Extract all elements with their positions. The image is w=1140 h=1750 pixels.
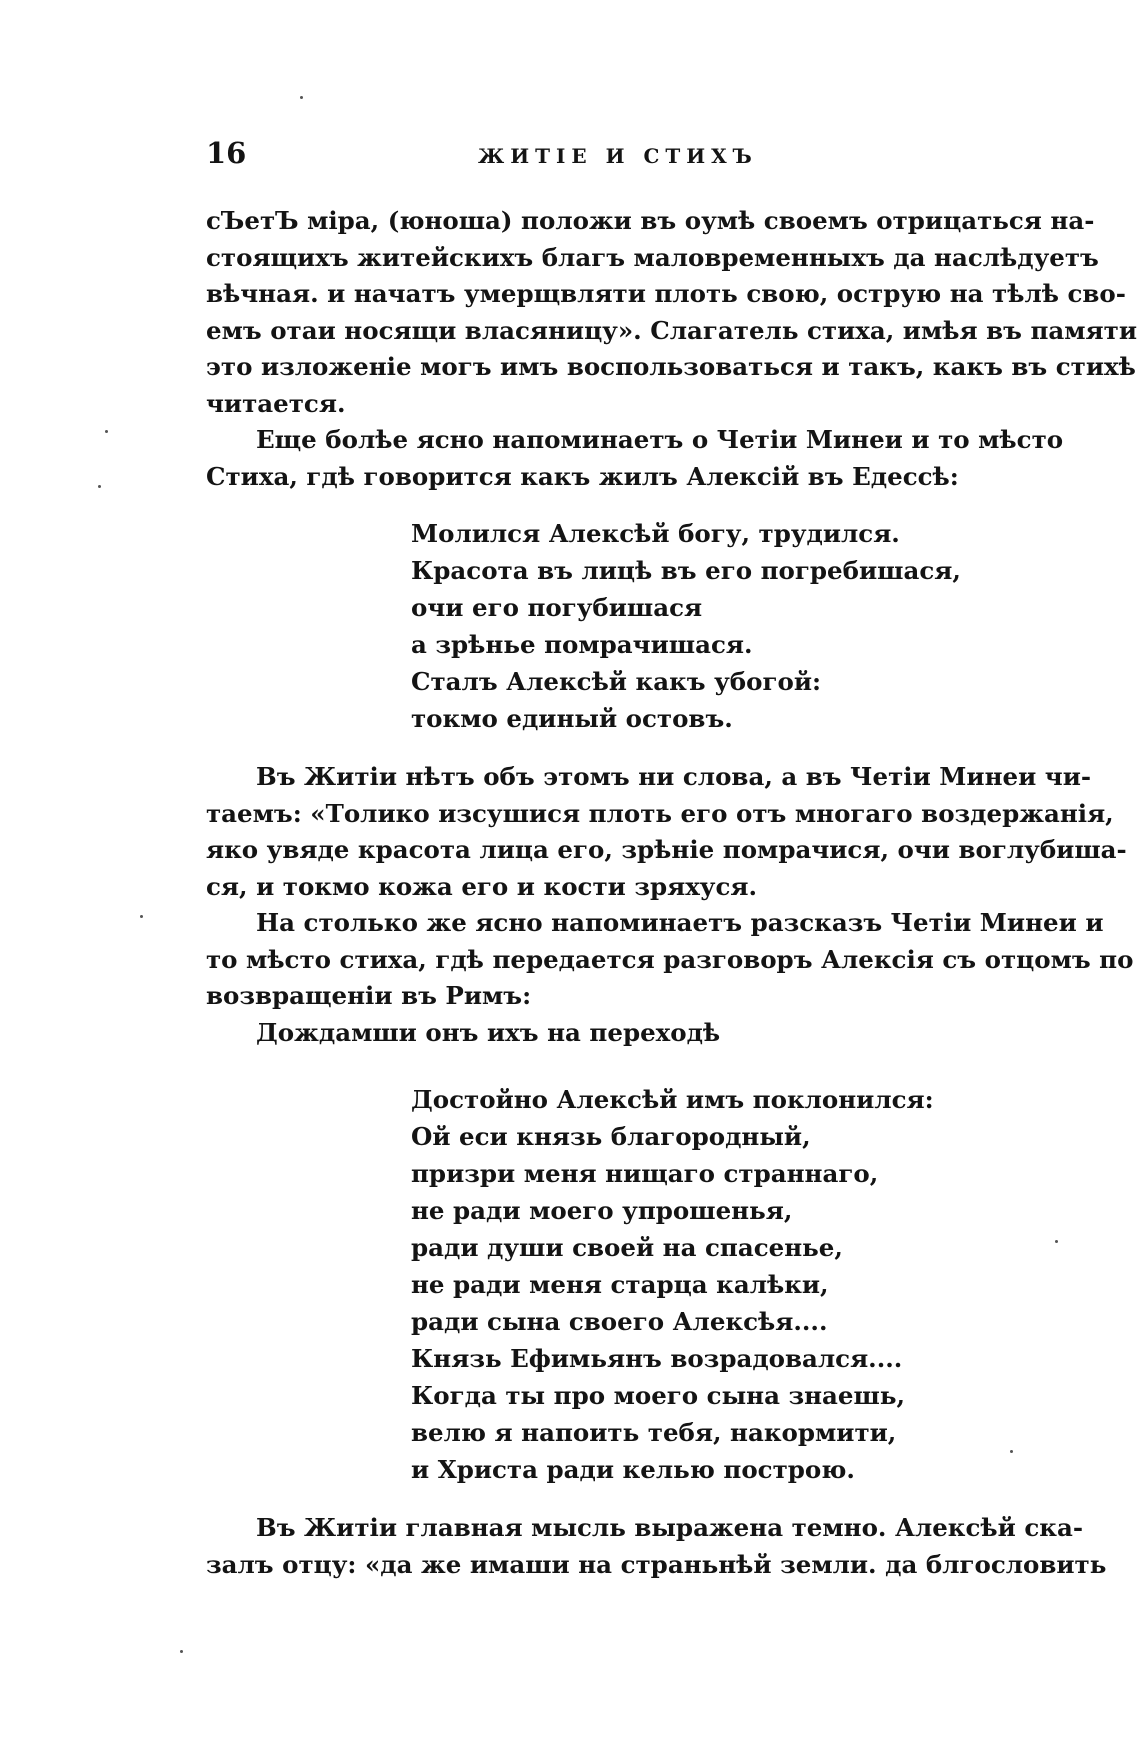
verse-line: токмо единый остовъ. bbox=[411, 704, 733, 733]
verse-line: Красота въ лицѣ въ его погребишася, bbox=[411, 556, 961, 585]
text-line: таемъ: «Толико изсушися плоть его отъ многаго воздержанія, bbox=[206, 798, 1114, 828]
verse-line: ради сына своего Алексѣя.... bbox=[411, 1307, 828, 1336]
text-line: емъ отаи носящи власяницу». Слагатель стиха, имѣя въ памяти bbox=[206, 315, 1137, 345]
verse-line: Сталъ Алексѣй какъ убогой: bbox=[411, 667, 822, 696]
verse-line: Князь Ефимьянъ возрадовался.... bbox=[411, 1344, 903, 1373]
scan-speck bbox=[105, 430, 108, 433]
text-line: читается. bbox=[206, 388, 346, 418]
verse-block-2 bbox=[411, 1081, 1036, 1488]
paragraph-2 bbox=[206, 422, 1064, 495]
verse-line: и Христа ради келью построю. bbox=[411, 1455, 855, 1484]
page-number: 16 bbox=[206, 136, 247, 170]
page-header bbox=[206, 136, 1036, 176]
text-line: яко увяде красота лица его, зрѣніе помрачися, очи воглубиша- bbox=[206, 835, 1127, 864]
paragraph-5 bbox=[206, 1510, 1107, 1583]
scan-speck bbox=[98, 485, 101, 488]
text-line: На столько же ясно напоминаетъ разсказъ Четіи Минеи и bbox=[256, 908, 1104, 937]
text-line: вѣчная. и начатъ умерщвляти плоть свою, острую на тѣлѣ сво- bbox=[206, 279, 1126, 308]
page-body bbox=[206, 203, 1137, 1583]
paragraph-3 bbox=[206, 759, 1127, 905]
verse-line: не ради меня старца калѣки, bbox=[411, 1270, 829, 1299]
text-line: Въ Житіи нѣтъ объ этомъ ни слова, а въ Четіи Минеи чи- bbox=[256, 762, 1092, 791]
scan-speck bbox=[1010, 1450, 1013, 1453]
text-line: Въ Житіи главная мысль выражена темно. Алексѣй ска- bbox=[256, 1513, 1083, 1542]
verse-line: Ой еси князь благородный, bbox=[411, 1122, 811, 1151]
verse-line: призри меня нищаго страннаго, bbox=[411, 1159, 879, 1188]
scan-speck bbox=[180, 1650, 183, 1653]
text-line: то мѣсто стиха, гдѣ передается разговоръ Алексія съ отцомъ по bbox=[206, 944, 1134, 974]
paragraph-1 bbox=[206, 203, 1137, 422]
verse-line: Молился Алексѣй богу, трудился. bbox=[411, 519, 900, 548]
paragraph-4 bbox=[206, 905, 1134, 1051]
text-line: ся, и токмо кожа его и кости зряхуся. bbox=[206, 871, 758, 901]
scan-speck bbox=[140, 915, 143, 918]
verse-line: Достойно Алексѣй имъ поклонился: bbox=[411, 1085, 934, 1114]
verse-line: ради души своей на спасенье, bbox=[411, 1233, 843, 1262]
text-line: возвращеніи въ Римъ: bbox=[206, 981, 532, 1010]
verse-line: Когда ты про моего сына знаешь, bbox=[411, 1381, 906, 1410]
verse-block-1 bbox=[411, 515, 1036, 737]
text-line: стоящихъ житейскихъ благъ маловременныхъ да наслѣдуетъ bbox=[206, 242, 1099, 272]
text-line: Еще болѣе ясно напоминаетъ о Четіи Минеи и то мѣсто bbox=[256, 425, 1064, 454]
text-line: Стиха, гдѣ говорится какъ жилъ Алексій въ Едессѣ: bbox=[206, 461, 959, 491]
text-line: залъ отцу: «да же имаши на страньнѣй земли. да блгословить bbox=[206, 1549, 1107, 1579]
text-line: Дождамши онъ ихъ на переходѣ bbox=[256, 1017, 721, 1047]
running-title: ЖИТІЕ И СТИХЪ bbox=[478, 144, 758, 168]
text-line: сЪетЪ міра, (юноша) положи въ оумѣ своемъ отрицаться на- bbox=[206, 206, 1095, 235]
verse-line: а зрѣнье помрачишася. bbox=[411, 630, 753, 659]
verse-line: велю я напоить тебя, накормити, bbox=[411, 1418, 897, 1447]
text-line: это изложеніе могъ имъ воспользоваться и такъ, какъ въ стихѣ bbox=[206, 352, 1136, 381]
verse-line: очи его погубишася bbox=[411, 593, 703, 622]
scan-speck bbox=[1055, 1240, 1058, 1243]
scan-speck bbox=[300, 96, 303, 99]
verse-line: не ради моего упрошенья, bbox=[411, 1196, 793, 1225]
